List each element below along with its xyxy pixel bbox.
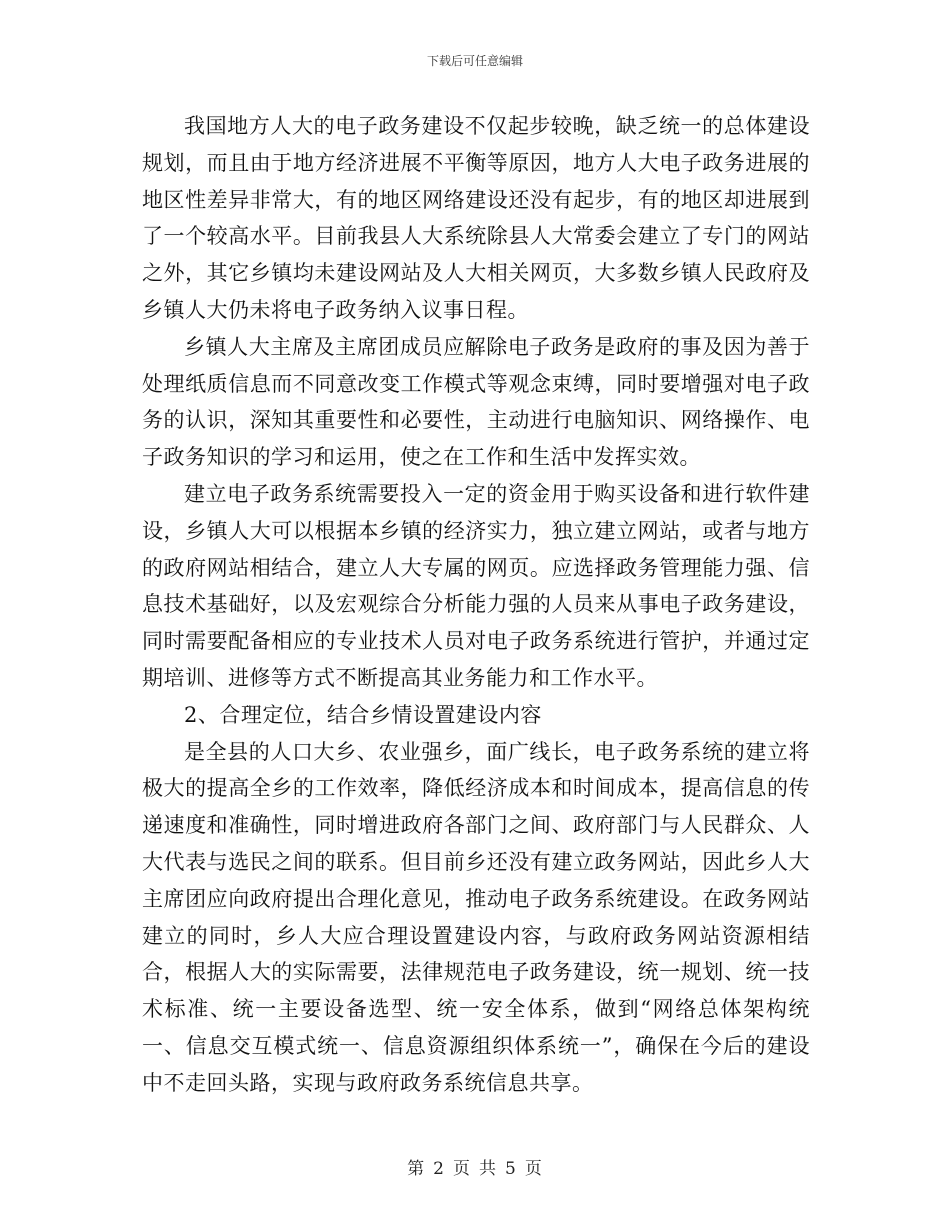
page-header: 下载后可任意编辑 — [426, 54, 523, 68]
paragraph-3: 建立电子政务系统需要投入一定的资金用于购买设备和进行软件建设，乡镇人大可以根据本乡镇的经济实力，独立建立网站，或者与地方的政府网站相结合，建立人大专属的网页。应选择政务管理能力强、信息技术基础好，以及宏观综合分析能力强的人员来从事电子政务建设，同时需要配备相应的专业技术人员对电子政务系统进行管护，并通过定期培训、进修等方式不断提高其业务能力和工作水平。 — [142, 481, 810, 690]
document-body — [142, 108, 810, 1102]
paragraph-1: 我国地方人大的电子政务建设不仅起步较晚，缺乏统一的总体建设规划，而且由于地方经济进展不平衡等原因，地方人大电子政务进展的地区性差异非常大，有的地区网络建设还没有起步，有的地区却进展到了一个较高水平。目前我县人大系统除县人大常委会建立了专门的网站之外，其它乡镇均未建设网站及人大相关网页，大多数乡镇人民政府及乡镇人大仍未将电子政务纳入议事日程。 — [142, 114, 810, 322]
paragraph-2: 乡镇人大主席及主席团成员应解除电子政务是政府的事及因为善于处理纸质信息而不同意改变工作模式等观念束缚，同时要增强对电子政务的认识，深知其重要性和必要性，主动进行电脑知识、网络操作、电子政务知识的学习和运用，使之在工作和生活中发挥实效。 — [142, 334, 810, 470]
footer-total-pages: 5 — [505, 1159, 517, 1179]
footer-prefix: 第 — [407, 1159, 426, 1179]
footer-total-word: 共 — [479, 1159, 497, 1179]
paragraph-5: 是全县的人口大乡、农业强乡，面广线长，电子政务系统的建立将极大的提高全乡的工作效率，降低经济成本和时间成本，提高信息的传递速度和准确性，同时增进政府各部门之间、政府部门与人民群众、人大代表与选民之间的联系。但目前乡还没有建立政务网站，因此乡人大主席团应向政府提出合理化意见，推动电子政务系统建设。在政务网站建立的同时，乡人大应合理设置建设内容，与政府政务网站资源相结合，根据人大的实际需要，法律规范电子政务建设，统一规划、统一技术标准、统一主要设备选型、统一安全体系，做到“网络总体架构统一、信息交互模式统一、信息资源组织体系统一”，确保在今后的建设中不走回头路，实现与政府政务系统信息共享。 — [142, 739, 810, 1095]
footer-current-page: 2 — [433, 1159, 445, 1179]
footer-page-word: 页 — [453, 1159, 471, 1179]
page-footer — [0, 1154, 950, 1179]
section-heading: 2、合理定位，结合乡情设置建设内容 — [184, 702, 542, 727]
footer-suffix: 页 — [524, 1159, 543, 1179]
